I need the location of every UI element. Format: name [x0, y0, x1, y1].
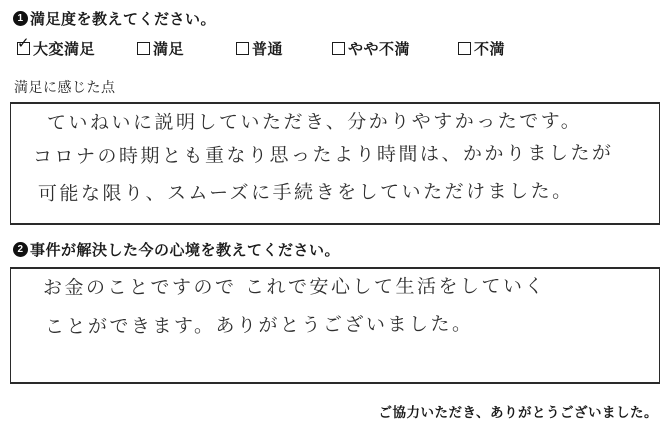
option-neutral: [236, 38, 283, 59]
question-1-header: [13, 8, 660, 29]
question-2-title: 事件が解決した今の心境を教えてください。: [30, 242, 341, 259]
option-dissatisfied: [458, 38, 505, 59]
handwritten-line: お金のことですので これで安心して生活をしていく: [42, 275, 547, 299]
question-2-number-icon: 2: [13, 242, 28, 257]
question-1-number-icon: 1: [13, 11, 28, 26]
option-satisfied: [137, 38, 184, 59]
option-slightly-dissatisfied: [332, 38, 410, 59]
option-very-satisfied-label: 大変満足: [33, 41, 96, 58]
checkbox-icon: [332, 42, 345, 55]
thank-you-note: ご協力いただき、ありがとうございました。: [378, 405, 658, 420]
option-dissatisfied-label: 不満: [474, 41, 506, 58]
option-slightly-dissatisfied-label: やや不満: [348, 41, 411, 58]
option-very-satisfied: [17, 35, 96, 59]
option-neutral-label: 普通: [252, 41, 284, 58]
satisfied-points-label: 満足に感じた点: [14, 79, 116, 95]
checkbox-checked-icon: [17, 35, 31, 55]
question-2-answer-box: [10, 267, 660, 384]
question-1-title: 満足度を教えてください。: [30, 11, 217, 28]
check-mark-icon: ✓: [17, 35, 31, 52]
handwritten-line: ことができます。ありがとうございました。: [44, 313, 474, 338]
satisfaction-options-row: [10, 35, 660, 62]
handwritten-line: コロナの時期とも重なり思ったより時間は、かかりましたが: [32, 141, 614, 168]
question-2-header: [13, 239, 660, 260]
question-1-answer-box: [10, 102, 660, 225]
handwritten-line: ていねいに説明していただき、分かりやすかったです。: [46, 110, 583, 134]
checkbox-icon: [236, 42, 249, 55]
handwritten-line: 可能な限り、スムーズに手続きをしていただけました。: [37, 180, 574, 205]
checkbox-icon: [137, 42, 150, 55]
option-satisfied-label: 満足: [153, 41, 185, 58]
checkbox-icon: [458, 42, 471, 55]
